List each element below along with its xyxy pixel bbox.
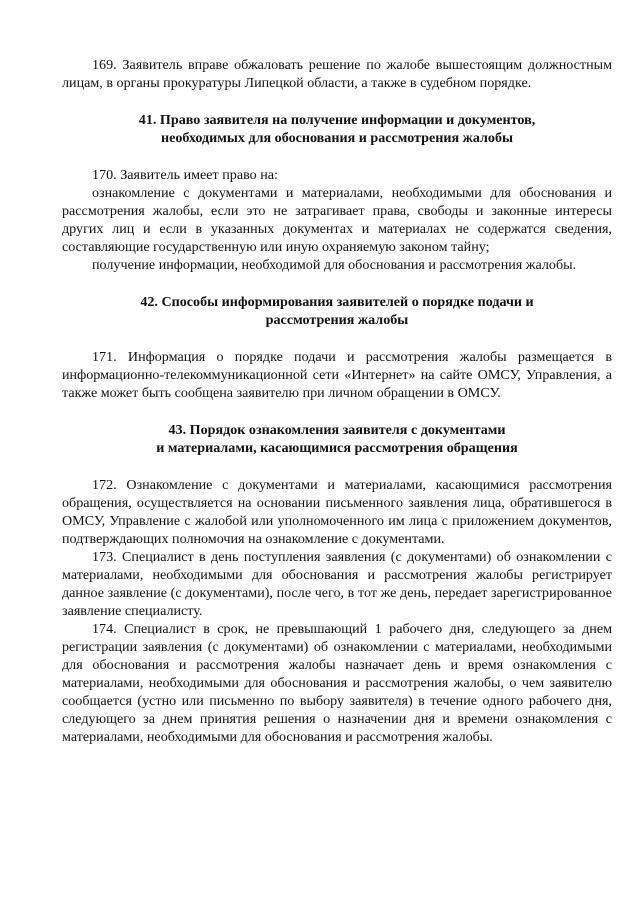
paragraph-173: 173. Специалист в день поступления заявления (с документами) об ознакомлении с материалами, необходимыми для обоснования и рассмотрения жалобы регистрирует данное заявление (с документами), после чего, в тот же день, передает зарегистрированное заявление специалисту.: [62, 549, 612, 619]
heading-42-line-1: 42. Способы информирования заявителей о порядке подачи и: [140, 294, 534, 310]
heading-41-line-1: 41. Право заявителя на получение информации и документов,: [138, 112, 536, 128]
heading-42-line-2: рассмотрения жалобы: [265, 312, 409, 328]
heading-43-line-2: и материалами, касающимися рассмотрения обращения: [156, 440, 518, 456]
paragraph-170-item-1: ознакомление с документами и материалами, необходимыми для обоснования и рассмотрения жалобы, если это не затрагивает права, свободы и законные интересы других лиц и если в указанных документах и материалах не содержатся сведения, составляющие государственную или иную охраняемую законом тайну;: [62, 185, 612, 255]
paragraph-171: 171. Информация о порядке подачи и рассмотрения жалобы размещается в информационно-телекоммуникационной сети «Интернет» на сайте ОМСУ, Управления, а также может быть сообщена заявителю при личном обращении в ОМСУ.: [62, 349, 612, 401]
heading-41-line-2: необходимых для обоснования и рассмотрения жалобы: [160, 130, 514, 146]
section-heading-42: [62, 293, 612, 329]
paragraph-174: 174. Специалист в срок, не превышающий 1 рабочего дня, следующего за днем регистрации заявления (с документами) об ознакомлении с материалами, необходимыми для обоснования и рассмотрения жалобы назначает день и время ознакомления с материалами, необходимыми для обоснования и рассмотрения жалобы, о чем заявителю сообщается (устно или письменно по выбору заявителя) в течение одного рабочего дня, следующего за днем принятия решения о назначении дня и времени ознакомления с материалами, необходимыми для обоснования и рассмотрения жалобы.: [62, 621, 612, 745]
paragraph-169: 169. Заявитель вправе обжаловать решение по жалобе вышестоящим должностным лицам, в органы прокуратуры Липецкой области, а также в судебном порядке.: [62, 57, 612, 91]
paragraph-170: 170. Заявитель имеет право на:: [92, 167, 278, 183]
heading-43-line-1: 43. Порядок ознакомления заявителя с документами: [168, 422, 506, 438]
section-heading-43: [62, 421, 612, 457]
section-heading-41: [62, 111, 612, 147]
paragraph-172: 172. Ознакомление с документами и материалами, касающимися рассмотрения обращения, осуществляется на основании письменного заявления лица, обратившегося в ОМСУ, Управление с жалобой или уполномоченного им лица с приложением документов, подтверждающих полномочия на ознакомление с документами.: [62, 477, 612, 547]
document-page: [62, 56, 612, 746]
paragraph-170-item-2: получение информации, необходимой для обоснования и рассмотрения жалобы.: [92, 257, 577, 273]
